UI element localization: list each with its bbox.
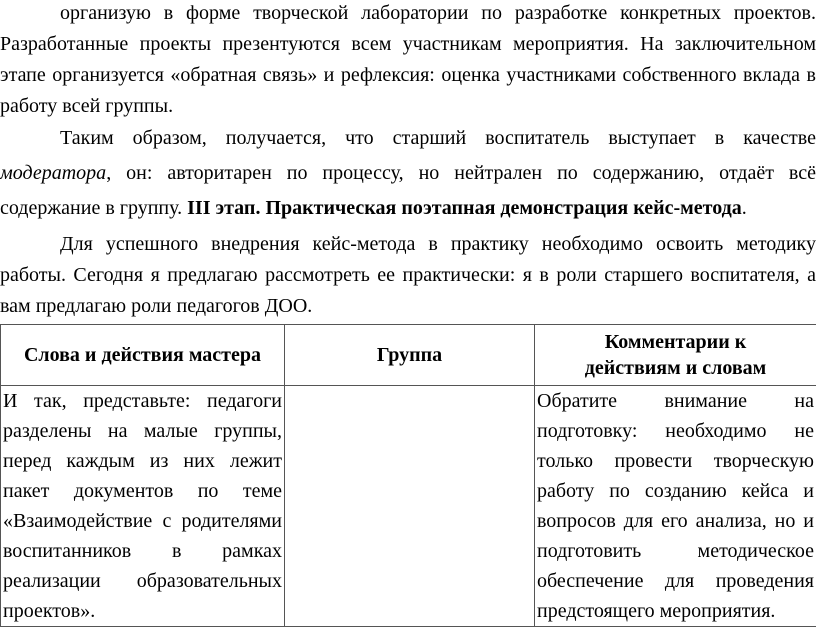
paragraph-text: организую в форме творческой лаборатории по разработке конкретных проектов. Разработанные проекты презентуются всем участникам мероприятия. На заключительном этапе организуется «обратная связь» и рефлексия: оценка участниками собственного вклада в работу всей группы. xyxy=(0,2,816,117)
paragraph-text: Для успешного внедрения кейс-метода в практику необходимо освоить методику работы. Сегодня я предлагаю рассмотреть ее практически: я в роли старшего воспитателя, а вам предлагаю роли педагогов ДОО. xyxy=(0,233,816,317)
paragraph-text-middle: , он: авторитарен по процессу, но нейтрален по содержанию, отдаёт всё содержание в группу. xyxy=(0,162,816,219)
paragraph-text-start: Таким образом, получается, что старший воспитатель выступает в качестве xyxy=(60,127,816,149)
paragraph-text-end: . xyxy=(741,197,747,219)
header-comments xyxy=(535,325,816,386)
paragraph-project-lab xyxy=(0,0,816,122)
cell-group xyxy=(285,386,535,627)
cell-comments: Обратите внимание на подготовку: необходимо не только провести творческую работу по созданию кейса и вопросов для его анализа, но и подготовить методическое обеспечение для проведения предстоящего мероприятия. xyxy=(535,386,816,627)
table-row xyxy=(1,386,816,627)
paragraph-moderator xyxy=(0,121,816,226)
method-table xyxy=(0,324,816,627)
header-comments-line1: Комментарии к xyxy=(604,331,747,353)
table-header-row xyxy=(1,325,816,386)
cell-master-words: И так, представьте: педагоги разделены на малые группы, перед каждым из них лежит пакет документов по теме «Взаимодействие с родителями воспитанников в рамках реализации образовательных проектов». xyxy=(1,386,285,627)
header-group: Группа xyxy=(285,325,535,386)
italic-term: модератора xyxy=(0,162,107,184)
header-master-actions: Слова и действия мастера xyxy=(1,325,285,386)
header-comments-line2: действиям и словам xyxy=(584,357,767,379)
paragraph-case-method xyxy=(0,229,816,322)
stage-heading: III этап. Практическая поэтапная демонстрация кейс-метода xyxy=(187,197,742,219)
